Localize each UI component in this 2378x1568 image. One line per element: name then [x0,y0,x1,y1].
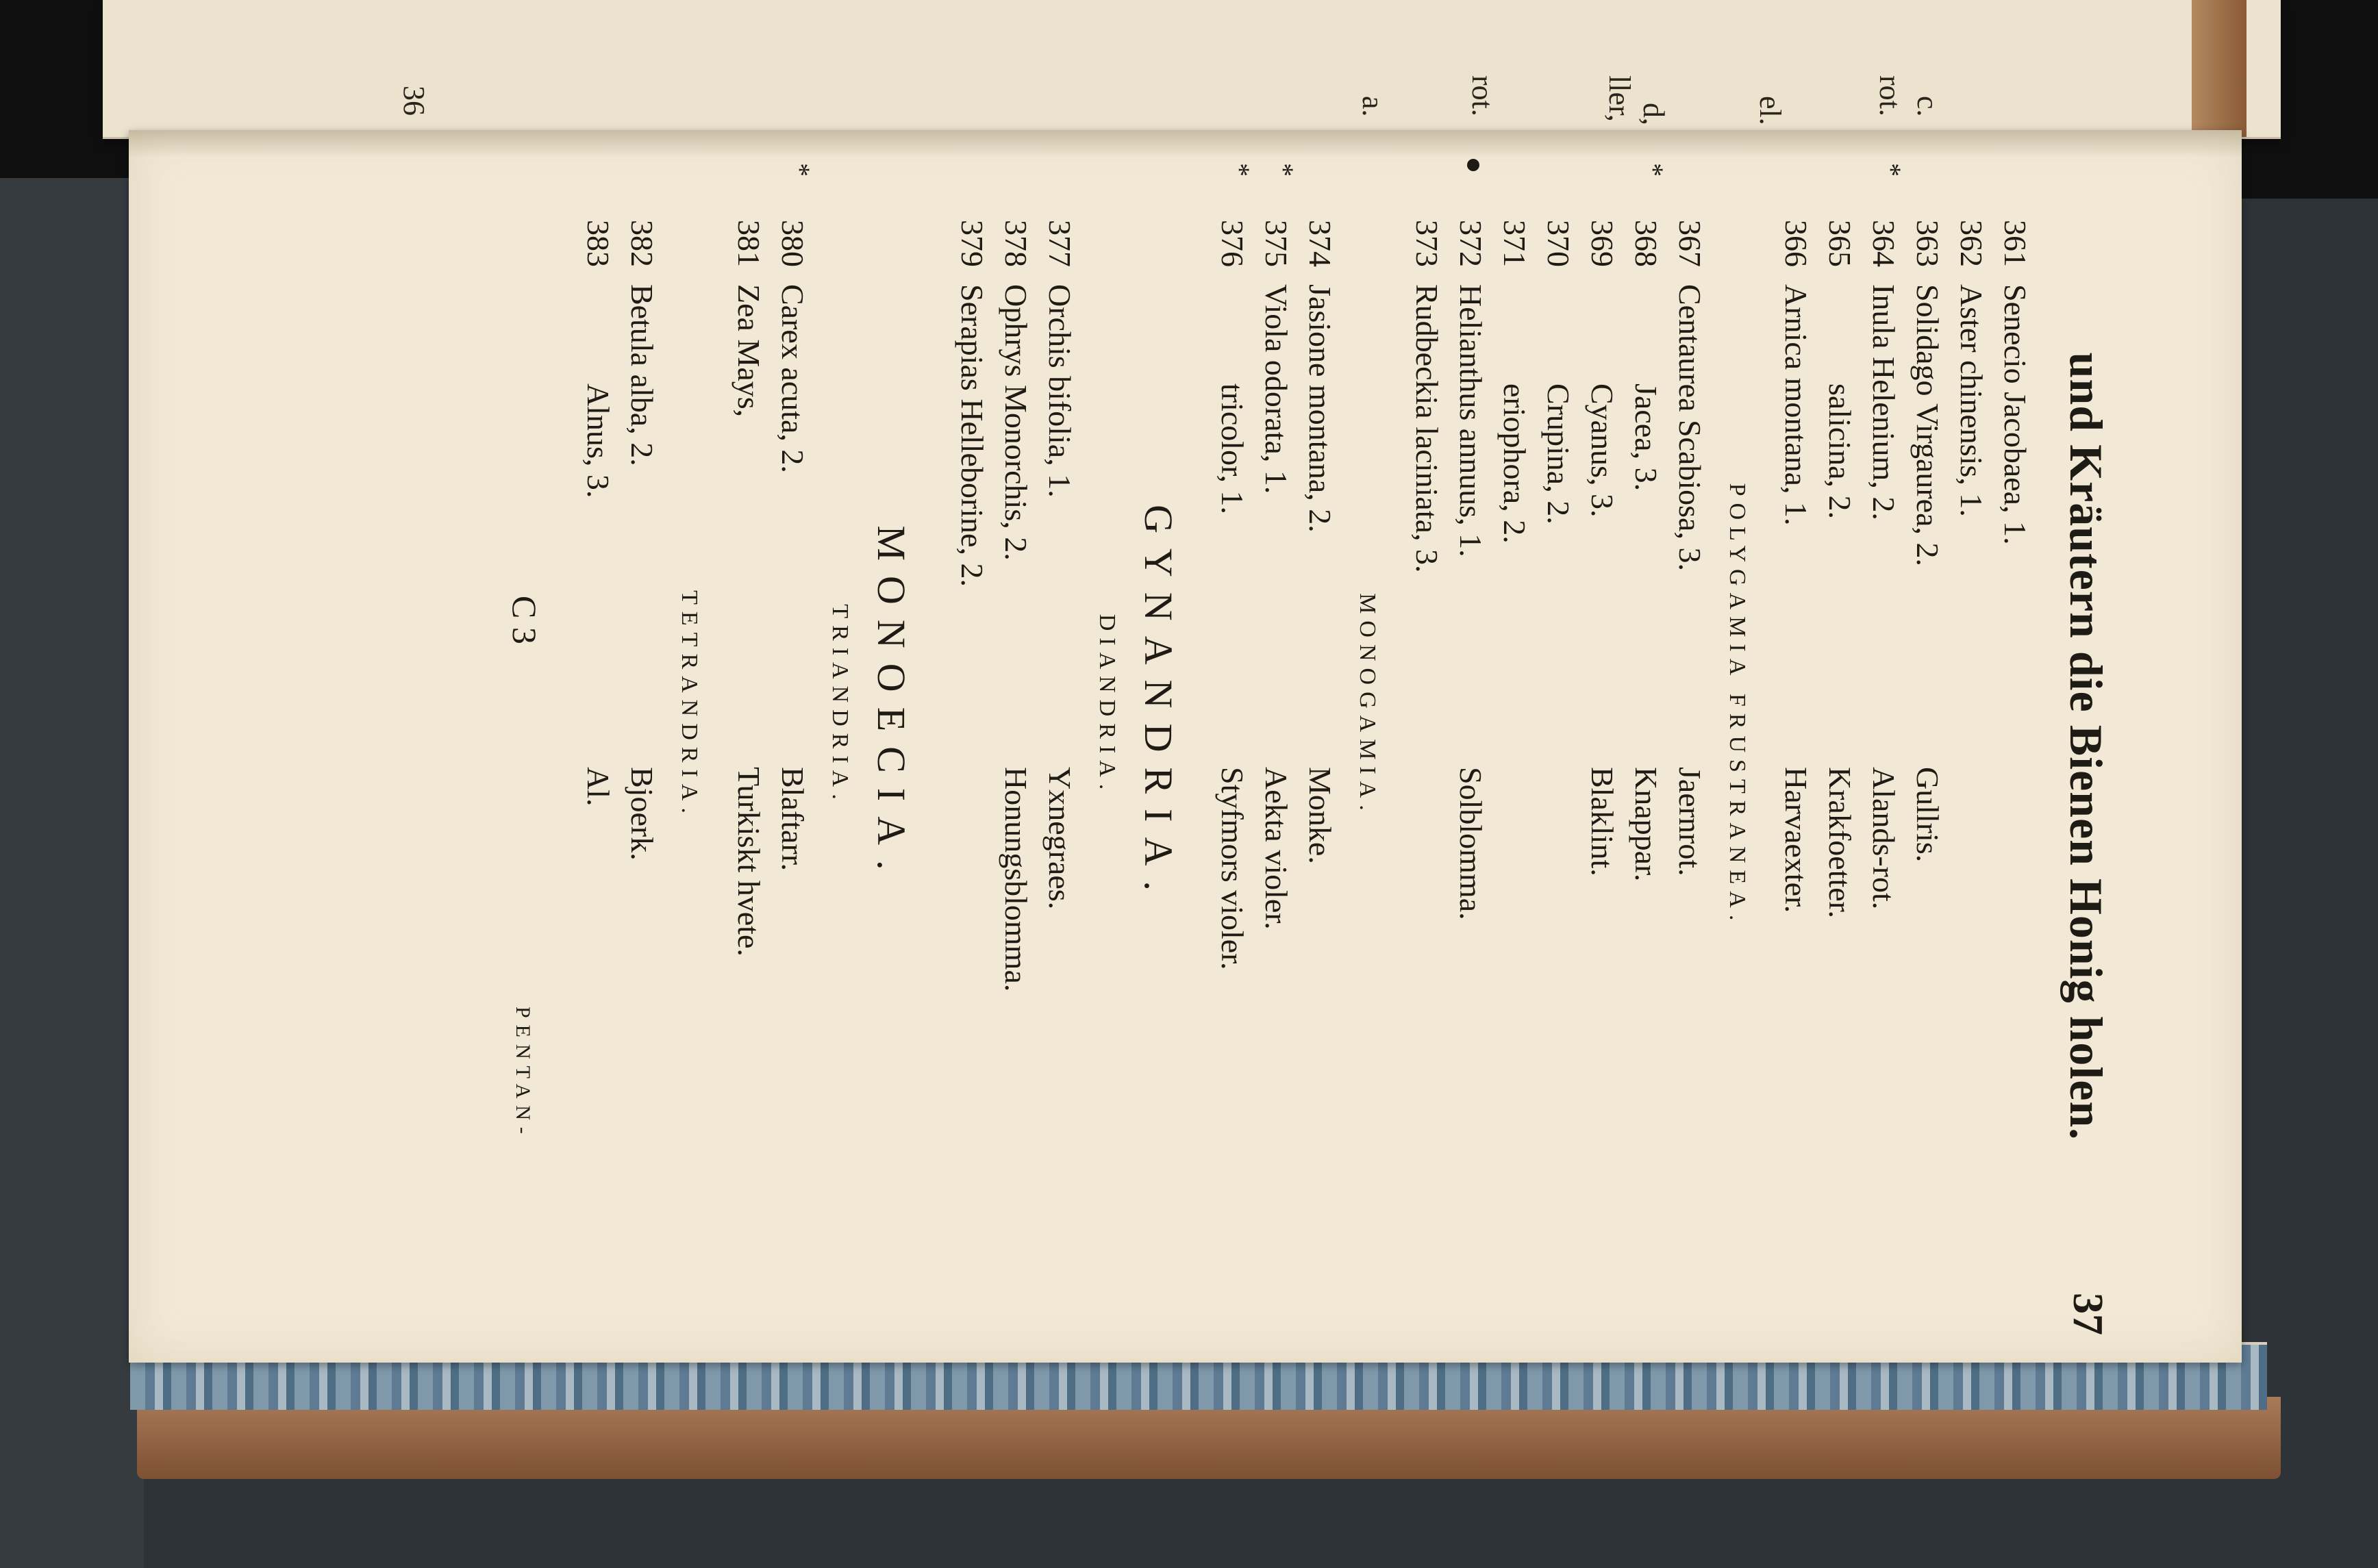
entry-number: 380 [775,220,810,267]
latin-name: Zea Mays, [731,284,766,418]
latin-name: Centaurea Scabiosa, 3. [1673,284,1707,571]
swedish-name: Krakfoetter. [1823,767,1857,918]
entry-number: 368 [1629,220,1664,267]
entry-number: 361 [1998,220,2033,267]
entry-number: 365 [1823,220,1857,267]
swedish-name: Solblomma. [1453,767,1488,920]
backdrop-cloth [0,178,144,1568]
swedish-name: Aekta violer. [1259,767,1294,930]
latin-name: tricolor, 1. [1215,383,1250,515]
bullet-mark [1467,159,1479,171]
asterisk-mark: * [1876,163,1907,177]
swedish-name: Turkiskt hvete. [731,767,766,957]
entry-number: 370 [1541,220,1576,267]
prev-page-number: 36 [397,86,431,116]
entry-number: 377 [1042,220,1077,267]
section-heading: MONOGAMIA. [1355,593,1380,818]
latin-name: Crupina, 2. [1541,383,1576,524]
latin-name: Aster chinensis, 1. [1954,284,1989,517]
class-heading: GYNANDRIA. [1136,505,1181,906]
latin-name: Inula Helenium, 2. [1866,284,1901,520]
section-heading: TRIANDRIA. [827,604,853,807]
prev-fragment: c. [1911,96,1944,117]
swedish-name: Blaftarr. [775,767,810,871]
swedish-name: Al. [581,767,616,807]
entry-number: 366 [1779,220,1814,267]
swedish-name: Styfmors violer. [1215,767,1250,970]
entry-number: 362 [1954,220,1989,267]
prev-fragment: d, [1637,103,1670,125]
latin-name: salicina, 2. [1823,383,1857,519]
latin-name: Jacea, 3. [1629,383,1664,492]
entry-number: 363 [1910,220,1945,267]
latin-name: Orchis bifolia, 1. [1042,284,1077,498]
entry-number: 382 [625,220,660,267]
latin-name: Senecio Jacobaea, 1. [1998,284,2033,545]
section-heading: POLYGAMIA FRUSTRANEA. [1725,483,1750,928]
entry-number: 376 [1215,220,1250,267]
swedish-name: Jaernrot. [1673,767,1707,876]
page-number: 37 [2064,1293,2111,1335]
entry-number: 383 [581,220,616,267]
asterisk-mark: * [1268,163,1299,177]
page-content [127,157,2140,1363]
prev-fragment: el. [1753,96,1787,125]
latin-name: Helianthus annuus, 1. [1453,284,1488,557]
entry-number: 375 [1259,220,1294,267]
entry-number: 364 [1866,220,1901,267]
entry-number: 378 [999,220,1034,267]
latin-name: Carex acuta, 2. [775,284,810,473]
swedish-name: Gullris. [1910,767,1945,863]
running-head-title: und Kräutern die Bienen Honig holen. [2060,352,2112,1141]
entry-number: 369 [1585,220,1620,267]
latin-name: Ophrys Monorchis, 2. [999,284,1034,561]
catchword: PENTAN- [512,1007,534,1141]
asterisk-mark: * [1225,163,1255,177]
signature-mark: C 3 [505,596,544,644]
swedish-name: Harvaexter. [1779,767,1814,913]
asterisk-mark: * [1638,163,1669,177]
swedish-name: Blaklint. [1585,767,1620,876]
latin-name: Serapias Helleborine, 2. [955,284,990,587]
prev-fragment: rot. [1466,75,1499,116]
prev-fragment: ller, [1603,75,1636,122]
section-heading: TETRANDRIA. [677,590,702,820]
running-head [2058,199,2113,1335]
swedish-name: Alands-rot. [1866,767,1901,910]
entry-number: 374 [1303,220,1338,267]
cover-edge-top [2192,0,2246,137]
latin-name: eriophora, 2. [1497,383,1532,544]
entry-number: 373 [1410,220,1444,267]
swedish-name: Yxnegraes. [1042,767,1077,910]
latin-name: Jasione montana, 2. [1303,284,1338,533]
latin-name: Solidago Virgaurea, 2. [1910,284,1945,567]
latin-name: Betula alba, 2. [625,284,660,466]
prev-fragment: a. [1356,96,1390,117]
latin-name: Arnica montana, 1. [1779,284,1814,526]
latin-name: Cyanus, 3. [1585,383,1620,518]
latin-name: Rudbeckia laciniata, 3. [1410,284,1444,573]
class-heading: MONOECIA. [869,525,914,885]
gutter-shadow [129,130,2242,157]
swedish-name: Honungsblomma. [999,767,1034,992]
swedish-name: Monke. [1303,767,1338,864]
entry-number: 371 [1497,220,1532,267]
entry-number: 381 [731,220,766,267]
asterisk-mark: * [785,163,816,177]
previous-page [103,0,2281,139]
latin-name: Alnus, 3. [581,383,616,498]
section-heading: DIANDRIA. [1094,614,1120,797]
prev-fragment: rot. [1873,75,1907,116]
swedish-name: Knappar. [1629,767,1664,882]
entry-number: 367 [1673,220,1707,267]
entry-number: 379 [955,220,990,267]
swedish-name: Bjoerk. [625,767,660,861]
latin-name: Viola odorata, 1. [1259,284,1294,494]
entry-number: 372 [1453,220,1488,267]
